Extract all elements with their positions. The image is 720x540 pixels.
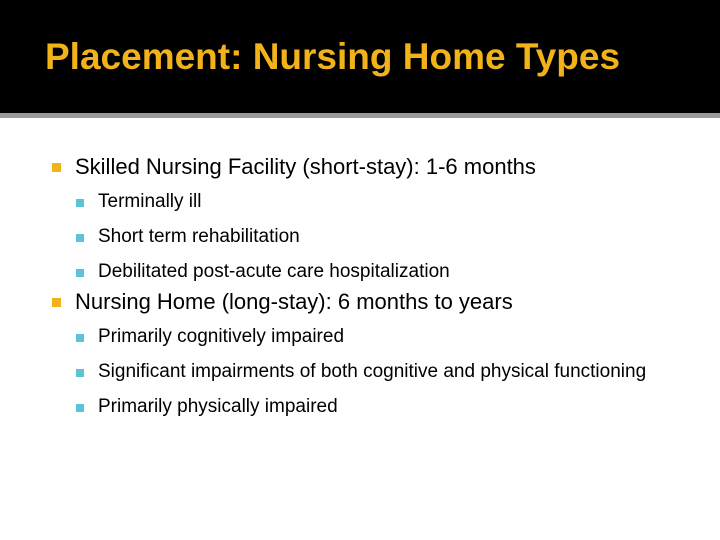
square-bullet-icon: [76, 269, 84, 277]
subbullet-physically-impaired: [76, 393, 682, 421]
subbullet-text: Primarily physically impaired: [98, 396, 338, 417]
title-divider: [0, 113, 720, 118]
subbullet-text: Debilitated post-acute care hospitalization: [98, 261, 450, 282]
subbullet-cognitive-physical: [76, 358, 682, 386]
bullet-text: Nursing Home (long-stay): 6 months to years: [75, 289, 513, 314]
square-bullet-icon: [52, 298, 61, 307]
square-bullet-icon: [76, 234, 84, 242]
square-bullet-icon: [76, 404, 84, 412]
square-bullet-icon: [76, 369, 84, 377]
bullet-skilled-nursing: [52, 152, 682, 182]
bullet-list: [52, 150, 682, 421]
title-bar: [0, 0, 720, 113]
bullet-nursing-home: [52, 287, 682, 317]
subbullet-terminally-ill: [76, 188, 682, 216]
square-bullet-icon: [52, 163, 61, 172]
square-bullet-icon: [76, 334, 84, 342]
subbullet-short-term-rehab: [76, 223, 682, 251]
subbullet-text: Short term rehabilitation: [98, 226, 300, 247]
subbullet-cognitively-impaired: [76, 323, 682, 351]
subbullet-text: Terminally ill: [98, 191, 202, 212]
subbullet-text: Significant impairments of both cognitive and physical functioning: [98, 361, 647, 382]
subbullet-text: Primarily cognitively impaired: [98, 326, 345, 347]
subbullet-debilitated: [76, 258, 682, 286]
slide-title: Placement: Nursing Home Types: [45, 36, 621, 77]
bullet-text: Skilled Nursing Facility (short-stay): 1-6 months: [75, 154, 536, 179]
square-bullet-icon: [76, 199, 84, 207]
